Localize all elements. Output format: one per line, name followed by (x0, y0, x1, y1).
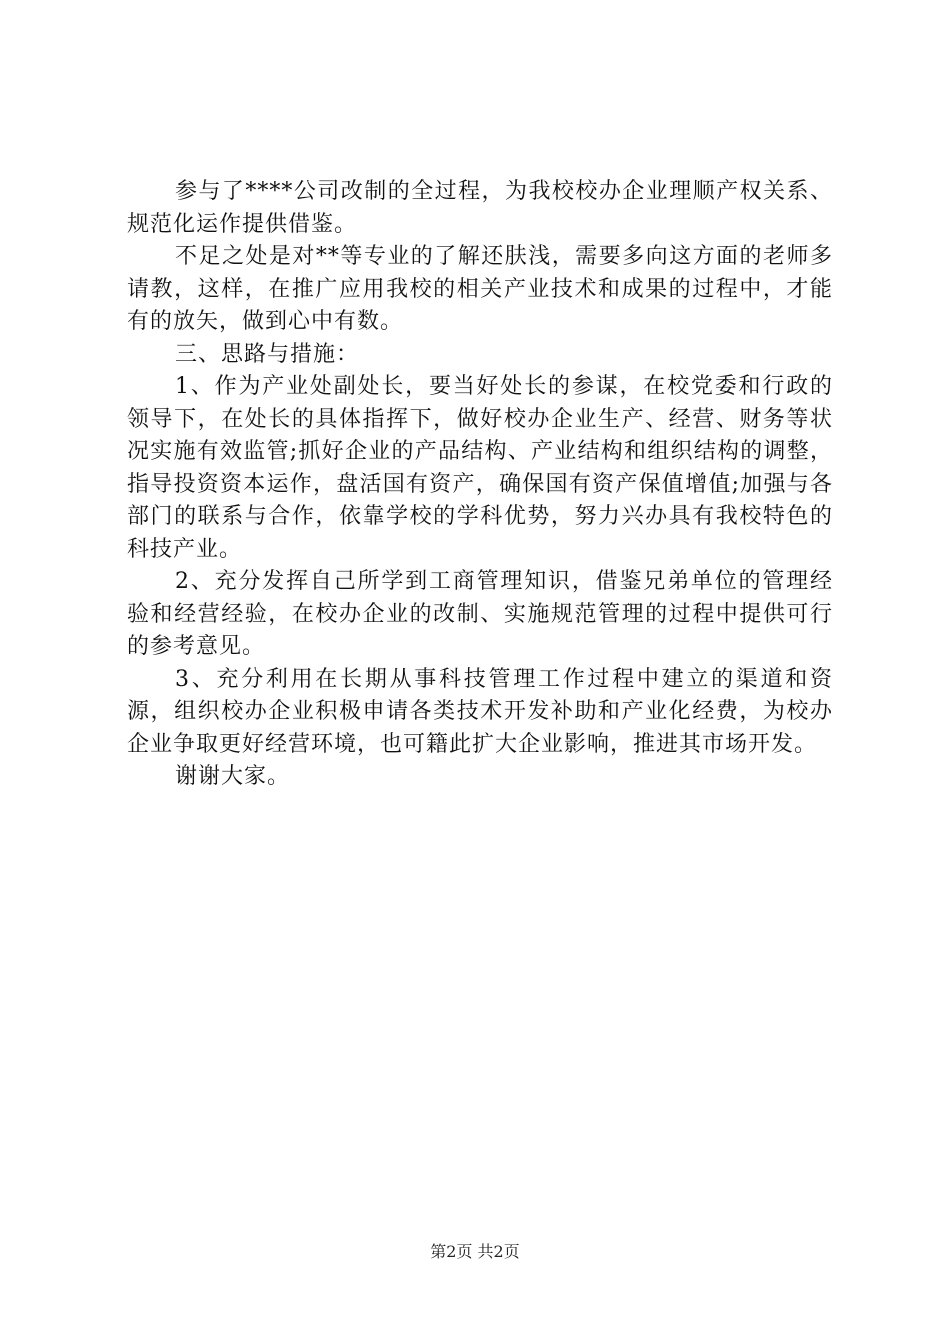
closing-paragraph: 谢谢大家。 (175, 764, 291, 789)
paragraph-1: 参与了****公司改制的全过程，为我校校办企业理顺产权关系、规范化运作提供借鉴。 (127, 179, 833, 237)
paragraph-2: 不足之处是对**等专业的了解还肤浅，需要多向这方面的老师多请教，这样，在推广应用我校的相关产业技术和成果的过程中，才能有的放矢，做到心中有数。 (127, 244, 833, 334)
paragraph-item-3: 3、充分利用在长期从事科技管理工作过程中建立的渠道和资源，组织校办企业积极申请各类技术开发补助和产业化经费，为校办企业争取更好经营环境，也可籍此扩大企业影响，推进其市场开发。 (127, 666, 833, 757)
section-heading: 三、思路与措施： (175, 341, 360, 367)
page-footer: 第2页 共2页 (430, 1242, 520, 1261)
paragraph-item-2: 2、充分发挥自己所学到工商管理知识，借鉴兄弟单位的管理经验和经营经验，在校办企业的改制、实施规范管理的过程中提供可行的参考意见。 (127, 569, 833, 659)
paragraph-item-1: 1、作为产业处副处长，要当好处长的参谋，在校党委和行政的领导下，在处长的具体指挥下，做好校办企业生产、经营、财务等状况实施有效监管;抓好企业的产品结构、产业结构和组织结构的调整，指导投资资本运作，盘活国有资产，确保国有资产保值增值;加强与各部门的联系与合作，依靠学校的学科优势，努力兴办具有我校特色的科技产业。 (127, 374, 833, 562)
document-body (127, 176, 833, 794)
